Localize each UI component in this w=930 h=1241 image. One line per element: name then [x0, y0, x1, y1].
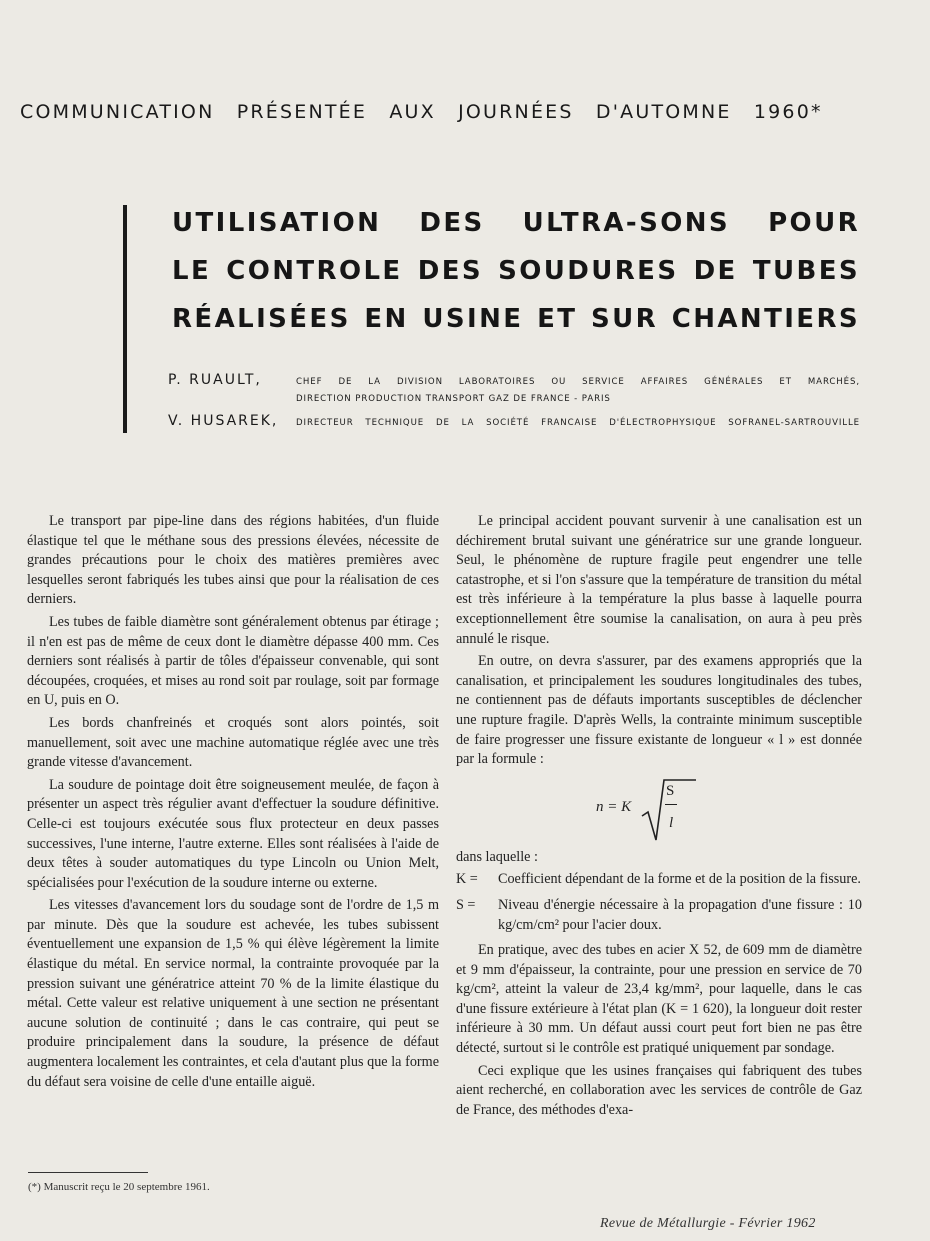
- right-column: [456, 512, 862, 1123]
- definition-s: [456, 896, 862, 935]
- paragraph: Le transport par pipe-line dans des régions habitées, d'un fluide élastique tel que le méthane sous des pressions élevées, nécessite de grandes précautions pour le choix des matières premières avec lesquelles seront fabriqués les tubes ainsi que pour la réalisation de ces derniers.: [27, 513, 439, 608]
- definition-text: Niveau d'énergie nécessaire à la propagation d'une fissure : 10 kg/cm/cm² pour l'acier doux.: [498, 896, 862, 933]
- title-line-2: LE CONTROLE DES SOUDURES DE TUBES: [172, 256, 860, 286]
- definition-text: Coefficient dépendant de la forme et de la position de la fissure.: [498, 871, 861, 888]
- paragraph: En pratique, avec des tubes en acier X 52, de 609 mm de diamètre et 9 mm d'épaisseur, la contrainte, pour une pression en service de 70 kg/cm², atteint la valeur de 23,4 kg/mm², pour laquelle, dans le cas d'une fissure extérieure à l'état plan (K = 1 620), la longueur doit rester inférieure à 30 mm. Un défaut aussi court peut fort bien ne pas être détecté, surtout si le contrôle est pratiqué uniquement par sondage.: [456, 942, 862, 1057]
- wells-formula: [456, 776, 862, 844]
- author-name: P. RUAULT,: [168, 372, 262, 388]
- paragraph: Les tubes de faible diamètre sont généralement obtenus par étirage ; il n'en est pas de même de ceux dont le diamètre dépasse 400 mm. Ces derniers sont réalisés à partir de tôles d'épaisseur convenable, qui sont découpées, croquées, et mises au rond soit par roulage, soit par formage en U, puis en O.: [27, 613, 439, 709]
- authors-block: [168, 372, 860, 432]
- paragraph: Ceci explique que les usines françaises qui fabriquent des tubes aient recherché, en collaboration avec les services de contrôle de Gaz de France, des méthodes d'exa-: [456, 1062, 862, 1118]
- paragraph: En outre, on devra s'assurer, par des examens appropriés que la canalisation, et principalement les soudures longitudinales des tubes, ne contiennent pas de défauts importants susceptibles de déclencher une rupture fragile. D'après Wells, la contrainte minimum susceptible de faire progresser une fissure existante de longueur « l » est donnée par la formule :: [456, 653, 862, 768]
- paragraph: Le principal accident pouvant survenir à une canalisation est un déchirement brutal suivant une génératrice sur une grande longueur. Seul, le phénomène de rupture fragile peut engendrer une telle catastrophe, et si l'on s'assure que la température de transition du métal est très inférieure à la température la plus basse à laquelle pourra exceptionnellement être soumise la canalisation, on aura à peu près annulé le risque.: [456, 513, 862, 647]
- title-line-3: RÉALISÉES EN USINE ET SUR CHANTIERS: [172, 304, 860, 334]
- fraction-bar: [665, 804, 677, 805]
- author-affiliation: DIRECTEUR TECHNIQUE DE LA SOCIÉTÉ FRANCAISE D'ÉLECTROPHYSIQUE SOFRANEL-SARTROUVILLE: [296, 418, 860, 428]
- title-line-1: UTILISATION DES ULTRA-SONS POUR: [172, 208, 860, 238]
- author-affiliation: CHEF DE LA DIVISION LABORATOIRES OU SERVICE AFFAIRES GÉNÉRALES ET MARCHÉS, DIRECTION PRODUCTION TRANSPORT GAZ DE FRANCE - PARIS: [296, 377, 860, 404]
- title-vertical-rule: [123, 205, 127, 433]
- author-ruault: [168, 372, 860, 408]
- paragraph: Les bords chanfreinés et croqués sont alors pointés, soit manuellement, soit avec une machine automatique réglée avec une très grande vitesse d'avancement.: [27, 714, 439, 771]
- footnote: (*) Manuscrit reçu le 20 septembre 1961.: [28, 1181, 210, 1193]
- paragraph: dans laquelle :: [456, 848, 538, 865]
- formula-numerator: S: [666, 782, 675, 799]
- article-title: [172, 199, 860, 343]
- journal-footer: Revue de Métallurgie - Février 1962: [600, 1216, 816, 1231]
- definition-k: [456, 870, 862, 890]
- section-header: COMMUNICATION PRÉSENTÉE AUX JOURNÉES D'AUTOMNE 1960*: [20, 101, 823, 123]
- footnote-rule: [28, 1172, 148, 1173]
- definition-symbol: S =: [456, 896, 476, 913]
- author-name: V. HUSAREK,: [168, 413, 279, 429]
- left-column: [27, 512, 439, 1095]
- paragraph: La soudure de pointage doit être soigneusement meulée, de façon à présenter un aspect très régulier avant d'effectuer la soudure définitive. Celle-ci est toujours exécutée sous flux protecteur en deux passes successives, l'une interne, l'autre externe. Elles sont réalisées à l'aide de deux têtes à souder automatiques du type Lincoln ou Union Melt, spécialisées pour l'exécution de la soudure interne ou externe.: [27, 776, 439, 891]
- definition-symbol: K =: [456, 871, 478, 888]
- paragraph: Les vitesses d'avancement lors du soudage sont de l'ordre de 1,5 m par minute. Dès que la soudure est achevée, les tubes subissent éventuellement une expansion de 1,5 % qui élève légèrement la limite élastique du métal. En service normal, la contrainte provoquée par la pression suivant une génératrice atteint 70 % de la limite élastique du métal. Cette valeur est relative uniquement à une section ne présentant aucune solution de continuité ; dans le cas contraire, qui peut se produire principalement dans la soudure, la présence de défaut augmentera localement les contraintes, et cela d'autant plus que la forme du défaut sera voisine de celle d'une entaille aiguë.: [27, 897, 439, 1090]
- formula-lhs: n = K: [596, 798, 632, 815]
- author-husarek: [168, 413, 860, 432]
- formula-denominator: l: [669, 814, 674, 831]
